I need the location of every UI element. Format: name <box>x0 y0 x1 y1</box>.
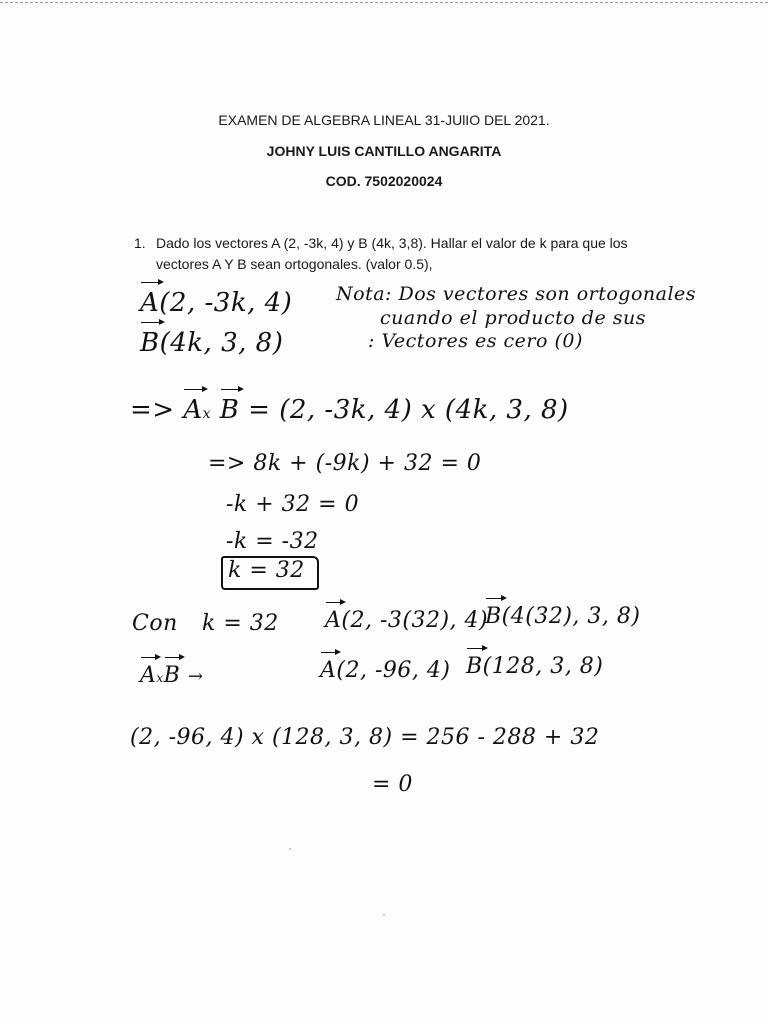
check-k-value: k = 32 <box>202 611 279 636</box>
note-line2: cuando el producto de sus <box>380 307 646 329</box>
question-text-line2: vectores A Y B sean ortogonales. (valor 0.5), <box>156 256 433 272</box>
note-line1: Nota: Dos vectores son ortogonales <box>336 283 697 305</box>
hw-vector-b <box>140 328 283 358</box>
scan-speck <box>289 848 291 850</box>
step1-implies: => <box>130 395 175 425</box>
step1-b: B <box>219 395 240 425</box>
check-vector-a <box>325 608 488 633</box>
hw-product: (2, -96, 4) x (128, 3, 8) = 256 - 288 + 32 <box>130 725 600 750</box>
question-number: 1. <box>134 235 146 251</box>
vector-b-letter: B <box>140 328 160 358</box>
page-top-border <box>0 2 768 3</box>
dot-b: B <box>163 663 181 688</box>
question-text-line1: Dado los vectores A (2, -3k, 4) y B (4k, 3,8). Hallar el valor de k para que los <box>156 235 628 251</box>
hw-step2: => 8k + (-9k) + 32 = 0 <box>208 451 482 476</box>
vector-b-components: (4k, 3, 8) <box>159 328 284 358</box>
step1-expression: = (2, -3k, 4) x (4k, 3, 8) <box>248 395 569 425</box>
dot-label <box>140 663 203 688</box>
vector-a-components: (2, -3k, 4) <box>159 288 293 318</box>
hw-result: k = 32 <box>228 558 305 583</box>
check-label: Con <box>132 611 178 636</box>
check-b-letter: B <box>485 604 502 629</box>
note-line3: : Vectores es cero (0) <box>368 330 583 352</box>
hw-step1 <box>130 395 569 425</box>
sub-b-letter: B <box>466 654 483 679</box>
sub-vector-b <box>466 654 603 679</box>
check-a-components: (2, -3(32), 4) <box>341 608 489 633</box>
step1-a: A <box>183 395 203 425</box>
student-name: JOHNY LUIS CANTILLO ANGARITA <box>266 143 502 159</box>
check-vector-b <box>485 604 640 629</box>
exam-title: EXAMEN DE ALGEBRA LINEAL 31-JUlIO DEL 2021. <box>218 112 550 128</box>
dot-arrow: → <box>187 666 204 687</box>
dot-x: x <box>156 671 164 685</box>
sub-a-components: (2, -96, 4) <box>336 658 451 683</box>
hw-step4: -k = -32 <box>226 529 319 554</box>
step1-x: x <box>202 406 212 422</box>
check-a-letter: A <box>325 608 342 633</box>
sub-b-components: (128, 3, 8) <box>482 654 604 679</box>
hw-final-result: = 0 <box>372 772 413 797</box>
sub-a-letter: A <box>320 658 337 683</box>
sub-vector-a <box>320 658 450 683</box>
check-b-components: (4(32), 3, 8) <box>501 604 641 629</box>
student-code: COD. 7502020024 <box>325 173 443 189</box>
scan-speck <box>383 914 385 916</box>
vector-a-letter: A <box>140 288 160 318</box>
hw-vector-a <box>140 288 292 318</box>
dot-a: A <box>140 663 157 688</box>
hw-step3: -k + 32 = 0 <box>226 492 360 517</box>
